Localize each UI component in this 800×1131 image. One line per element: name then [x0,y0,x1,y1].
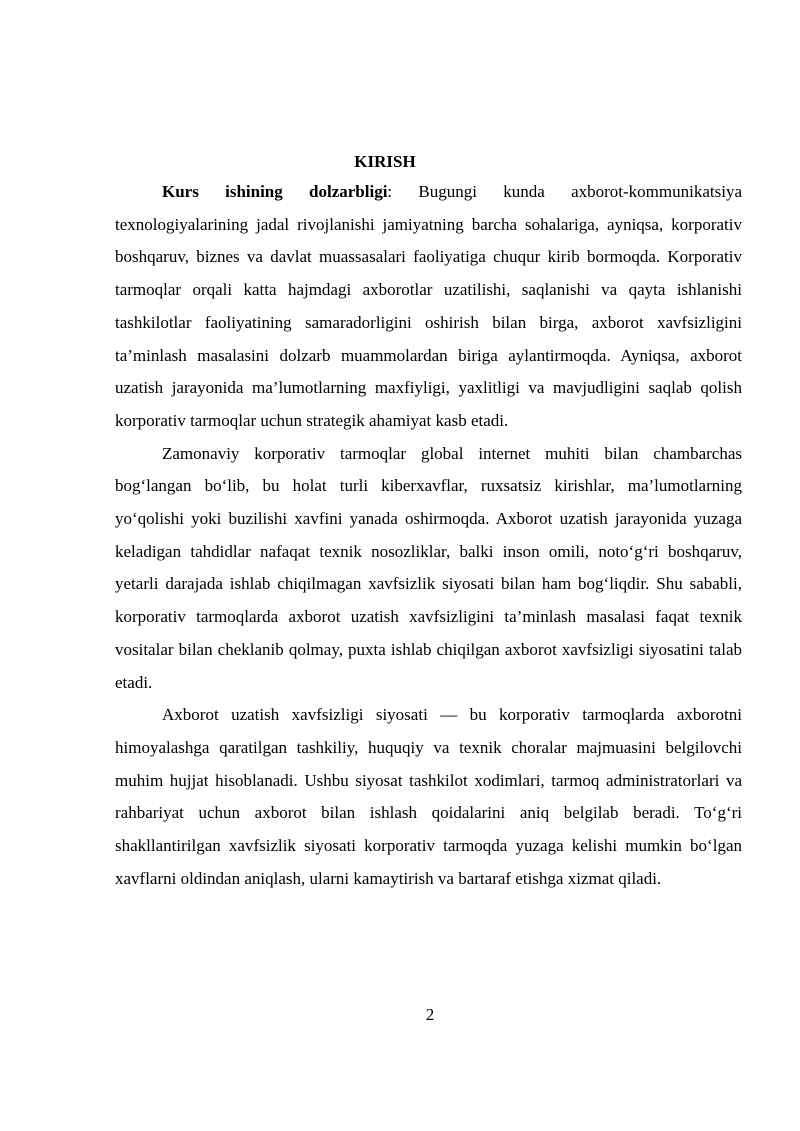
paragraph-text: Axborot uzatish xavfsizligi siyosati — bu korporativ tarmoqlarda axborotni himoyalashga qaratilgan tashkiliy, huquqiy va texnik choralar majmuasini belgilovchi muhim hujjat hisoblanadi. Ushbu siyosat tashkilot xodimlari, tarmoq administratorlari va rahbariyat uchun axborot bilan ishlash qoidalarini aniq belgilab beradi. To‘g‘ri shakllantirilgan xavfsizlik siyosati korporativ tarmoqda yuzaga kelishi mumkin bo‘lgan xavflarni oldindan aniqlash, ularni kamaytirish va bartaraf etishga xizmat qiladi. [115,705,742,888]
body-text [115,176,742,895]
paragraph-text: Zamonaviy korporativ tarmoqlar global internet muhiti bilan chambarchas bog‘langan bo‘lib, bu holat turli kiberxavflar, ruxsatsiz kirishlar, ma’lumotlarning yo‘qolishi yoki buzilishi xavfini yanada oshirmoqda. Axborot uzatish jarayonida yuzaga keladigan tahdidlar nafaqat texnik nosozliklar, balki inson omili, noto‘g‘ri boshqaruv, yetarli darajada ishlab chiqilmagan xavfsizlik siyosati bilan ham bog‘liqdir. Shu sababli, korporativ tarmoqlarda axborot uzatish xavfsizligini ta’minlash masalasi faqat texnik vositalar bilan cheklanib qolmay, puxta ishlab chiqilgan axborot xavfsizligi siyosatini talab etadi. [115,443,742,692]
paragraph-lead-suffix: : [387,182,393,201]
section-heading: KIRISH [354,152,416,171]
paragraph-lead: Kurs ishining dolzarbligi [162,182,388,201]
paragraph-relevance [115,176,742,438]
paragraph-text: Bugungi kunda axborot-kommunikatsiya texnologiyalarining jadal rivojlanishi jamiyatning barcha sohalariga, ayniqsa, korporativ boshqaruv, biznes va davlat muassasalari faoliyatiga chuqur kirib bormoqda. Korporativ tarmoqlar orqali katta hajmdagi axborotlar uzatilishi, saqlanishi va qayta ishlanishi tashkilotlar faoliyatining samaradorligini oshirish bilan birga, axborot xavfsizligini ta’minlash masalasini dolzarb muammolardan biriga aylantirmoqda. Ayniqsa, axborot uzatish jarayonida ma’lumotlarning maxfiyligi, yaxlitligi va mavjudligini saqlab qolish korporativ tarmoqlar uchun strategik ahamiyat kasb etadi. [115,182,742,430]
paragraph-modern-networks [115,438,742,700]
paragraph-security-policy [115,699,742,895]
page-number: 2 [425,1005,435,1024]
